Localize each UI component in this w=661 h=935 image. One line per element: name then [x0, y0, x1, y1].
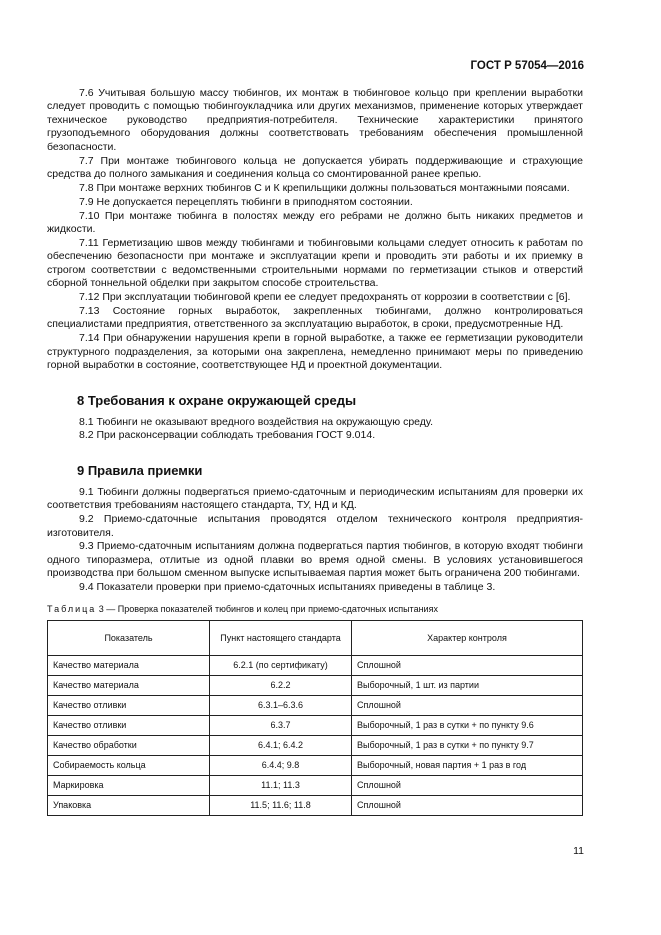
paragraph-9-3: 9.3 Приемо-сдаточным испытаниям должна подвергаться партия тюбингов, в которую входят тюбинги одного типоразмера, отлитые из одной плавки во время одной смены. В условиях установившегося производства при большом сменном выпуске испытываемая партия может быть ограничена 200 тюбингами.	[47, 540, 583, 580]
paragraph-7-6: 7.6 Учитывая большую массу тюбингов, их монтаж в тюбинговое кольцо при креплении выработки следует проводить с помощью тюбингоукладчика или других механизмов, применение которых утверждает техническое руководство предприятия-потребителя. Технические характеристики принятого грузоподъемного оборудования должны соответствовать требованиям обеспечения промышленной безопасности.	[47, 87, 583, 153]
cell-clause: 6.4.4; 9.8	[210, 755, 352, 775]
cell-indicator: Качество материала	[48, 675, 210, 695]
paragraph-9-2: 9.2 Приемо-сдаточные испытания проводятся отделом технического контроля предприятия-изготовителя.	[47, 513, 583, 539]
header-standard-clause: Пункт настоящего стандарта	[210, 620, 352, 655]
section-8-paragraphs	[47, 416, 583, 443]
cell-control: Выборочный, новая партия + 1 раз в год	[352, 755, 583, 775]
table-row	[48, 655, 583, 675]
table-header-row	[48, 620, 583, 655]
page-number: 11	[573, 845, 584, 857]
paragraph-7-10: 7.10 При монтаже тюбинга в полостях между его ребрами не должно быть никаких предметов и жидкости.	[47, 209, 583, 236]
cell-clause: 6.4.1; 6.4.2	[210, 735, 352, 755]
cell-control: Выборочный, 1 раз в сутки + по пункту 9.6	[352, 715, 583, 735]
cell-clause: 6.2.2	[210, 675, 352, 695]
document-code: ГОСТ Р 57054—2016	[470, 60, 584, 72]
cell-control: Выборочный, 1 раз в сутки + по пункту 9.7	[352, 735, 583, 755]
cell-indicator: Качество отливки	[48, 695, 210, 715]
cell-clause: 11.5; 11.6; 11.8	[210, 795, 352, 815]
paragraph-7-8: 7.8 При монтаже верхних тюбингов С и К крепильщики должны пользоваться монтажными поясами.	[79, 181, 570, 194]
cell-indicator: Качество материала	[48, 655, 210, 675]
cell-indicator: Упаковка	[48, 795, 210, 815]
cell-clause: 6.3.1–6.3.6	[210, 695, 352, 715]
header-control-type: Характер контроля	[352, 620, 583, 655]
paragraph-9-4: 9.4 Показатели проверки при приемо-сдаточных испытаниях приведены в таблице 3.	[79, 581, 496, 594]
cell-indicator: Качество обработки	[48, 735, 210, 755]
cell-indicator: Маркировка	[48, 775, 210, 795]
paragraph-7-7: 7.7 При монтаже тюбингового кольца не допускается убирать поддерживающие и страхующие средства до полного замыкания и соединения кольца со смонтированной ранее крепью.	[47, 154, 583, 180]
paragraph-7-12: 7.12 При эксплуатации тюбинговой крепи ее следует предохранять от коррозии в соответствии с [6].	[79, 291, 571, 304]
cell-clause: 11.1; 11.3	[210, 775, 352, 795]
section-9-heading: 9 Правила приемки	[77, 462, 203, 478]
paragraph-7-14: 7.14 При обнаружении нарушения крепи в горной выработке, а также ее герметизации руководители структурного подразделения, за которыми она закреплена, немедленно принимают меры по приведению горной выработки в состояние, соответствующее НД и проектной документации.	[47, 332, 583, 372]
paragraph-7-13: 7.13 Состояние горных выработок, закрепленных тюбингами, должно контролироваться специалистами предприятия, ответственного за эксплуатацию выработок, в сроки, предусмотренные НД.	[47, 305, 583, 331]
table-row	[48, 695, 583, 715]
cell-control: Сплошной	[352, 695, 583, 715]
table-caption-label: Таблица	[47, 603, 97, 614]
cell-control: Сплошной	[352, 655, 583, 675]
cell-control: Сплошной	[352, 775, 583, 795]
table-row	[48, 675, 583, 695]
header-indicator: Показатель	[48, 620, 210, 655]
paragraph-8-2: 8.2 При расконсервации соблюдать требования ГОСТ 9.014.	[79, 429, 376, 442]
cell-clause: 6.2.1 (по сертификату)	[210, 655, 352, 675]
inspection-table	[47, 620, 583, 816]
paragraph-8-1: 8.1 Тюбинги не оказывают вредного воздействия на окружающую среду.	[79, 415, 434, 428]
cell-control: Сплошной	[352, 795, 583, 815]
table-row	[48, 795, 583, 815]
table-row	[48, 775, 583, 795]
paragraph-7-9: 7.9 Не допускается перецеплять тюбинги в приподнятом состоянии.	[79, 195, 413, 208]
cell-indicator: Собираемость кольца	[48, 755, 210, 775]
table-caption-text: 3 — Проверка показателей тюбингов и колец при приемо-сдаточных испытаниях	[96, 603, 438, 614]
cell-indicator: Качество отливки	[48, 715, 210, 735]
cell-clause: 6.3.7	[210, 715, 352, 735]
table-row	[48, 755, 583, 775]
paragraph-9-1: 9.1 Тюбинги должны подвергаться приемо-сдаточным и периодическим испытаниям для проверки их соответствия требованиям настоящего стандарта, ТУ, НД и КД.	[47, 485, 583, 512]
page-content	[47, 87, 583, 816]
cell-control: Выборочный, 1 шт. из партии	[352, 675, 583, 695]
section-7-paragraphs	[47, 87, 583, 373]
section-8-heading: 8 Требования к охране окружающей среды	[77, 392, 357, 408]
table-row	[48, 735, 583, 755]
paragraph-7-11: 7.11 Герметизацию швов между тюбингами и тюбинговыми кольцами следует относить к работам по обеспечению безопасности при монтаже и эксплуатации крепи и проводить эти работы и их приемку в строгом соответствии с ведомственными строительными нормами по герметизации стыков и отверстий сборной тоннельной обделки при закрытом способе строительства.	[47, 236, 583, 290]
table-row	[48, 715, 583, 735]
section-9-paragraphs	[47, 486, 583, 595]
table-caption	[47, 604, 583, 614]
